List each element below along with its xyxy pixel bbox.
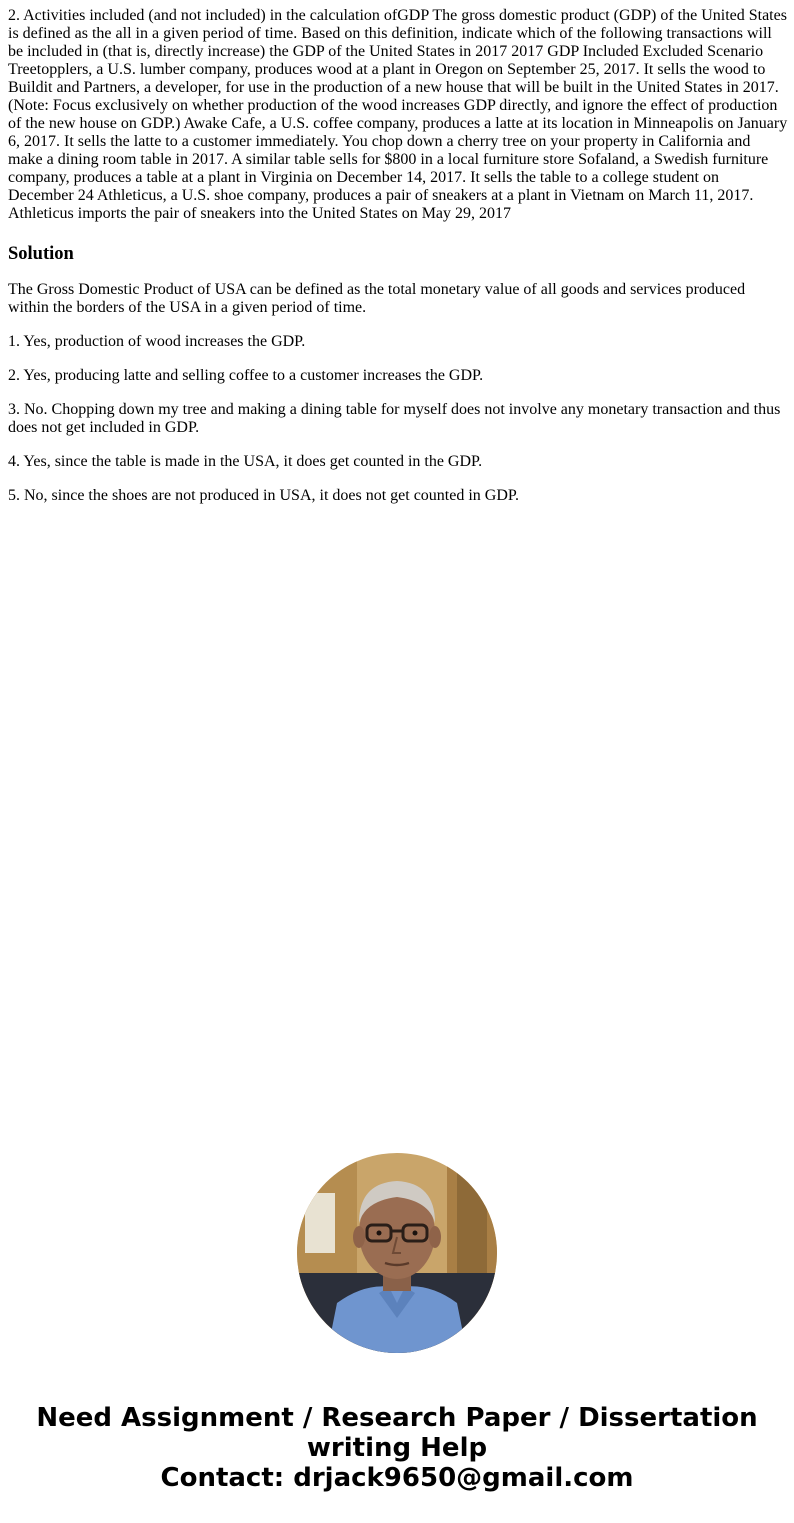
- author-portrait-image: [297, 1153, 497, 1353]
- question-text: 2. Activities included (and not included) in the calculation ofGDP The gross domestic product (GDP) of the United States is defined as the all in a given period of time. Based on this definition, indicate which of the following transactions will be included in (that is, directly increase) the GDP of the United States in 2017 2017 GDP Included Excluded Scenario Treetopplers, a U.S. lumber company, produces wood at a plant in Oregon on September 25, 2017. It sells the wood to Buildit and Partners, a developer, for use in the production of a new house that will be built in the United States in 2017. (Note: Focus exclusively on whether production of the wood increases GDP directly, and ignore the effect of production of the new house on GDP.) Awake Cafe, a U.S. coffee company, produces a latte at its location in Minneapolis on January 6, 2017. It sells the latte to a customer immediately. You chop down a cherry tree on your property in California and make a dining room table in 2017. A similar table sells for $800 in a local furniture store Sofaland, a Swedish furniture company, produces a table at a plant in Virginia on December 14, 2017. It sells the table to a college student on December 24 Athleticus, a U.S. shoe company, produces a pair of sneakers at a plant in Vietnam on March 11, 2017. Athleticus imports the pair of sneakers into the United States on May 29, 2017: [8, 7, 788, 222]
- promo-line-2: writing Help: [306, 1433, 488, 1463]
- answer-item-3: 3. No. Chopping down my tree and making a dining table for myself does not involve any monetary transaction and thus does not get included in GDP.: [8, 401, 781, 436]
- document-body: [8, 7, 788, 505]
- answer-item-4: 4. Yes, since the table is made in the USA, it does get counted in the GDP.: [8, 453, 483, 470]
- promo-banner: [0, 1403, 794, 1493]
- answer-item-1: 1. Yes, production of wood increases the GDP.: [8, 333, 306, 350]
- promo-line-1: Need Assignment / Research Paper / Dissertation: [36, 1403, 758, 1433]
- answer-item-5: 5. No, since the shoes are not produced in USA, it does not get counted in GDP.: [8, 487, 520, 504]
- solution-intro: The Gross Domestic Product of USA can be defined as the total monetary value of all goods and services produced within the borders of the USA in a given period of time.: [8, 281, 746, 316]
- promo-contact-line: Contact: drjack9650@gmail.com: [160, 1463, 634, 1493]
- solution-heading: Solution: [8, 244, 74, 264]
- answer-item-2: 2. Yes, producing latte and selling coffee to a customer increases the GDP.: [8, 367, 484, 384]
- author-avatar: [297, 1153, 497, 1353]
